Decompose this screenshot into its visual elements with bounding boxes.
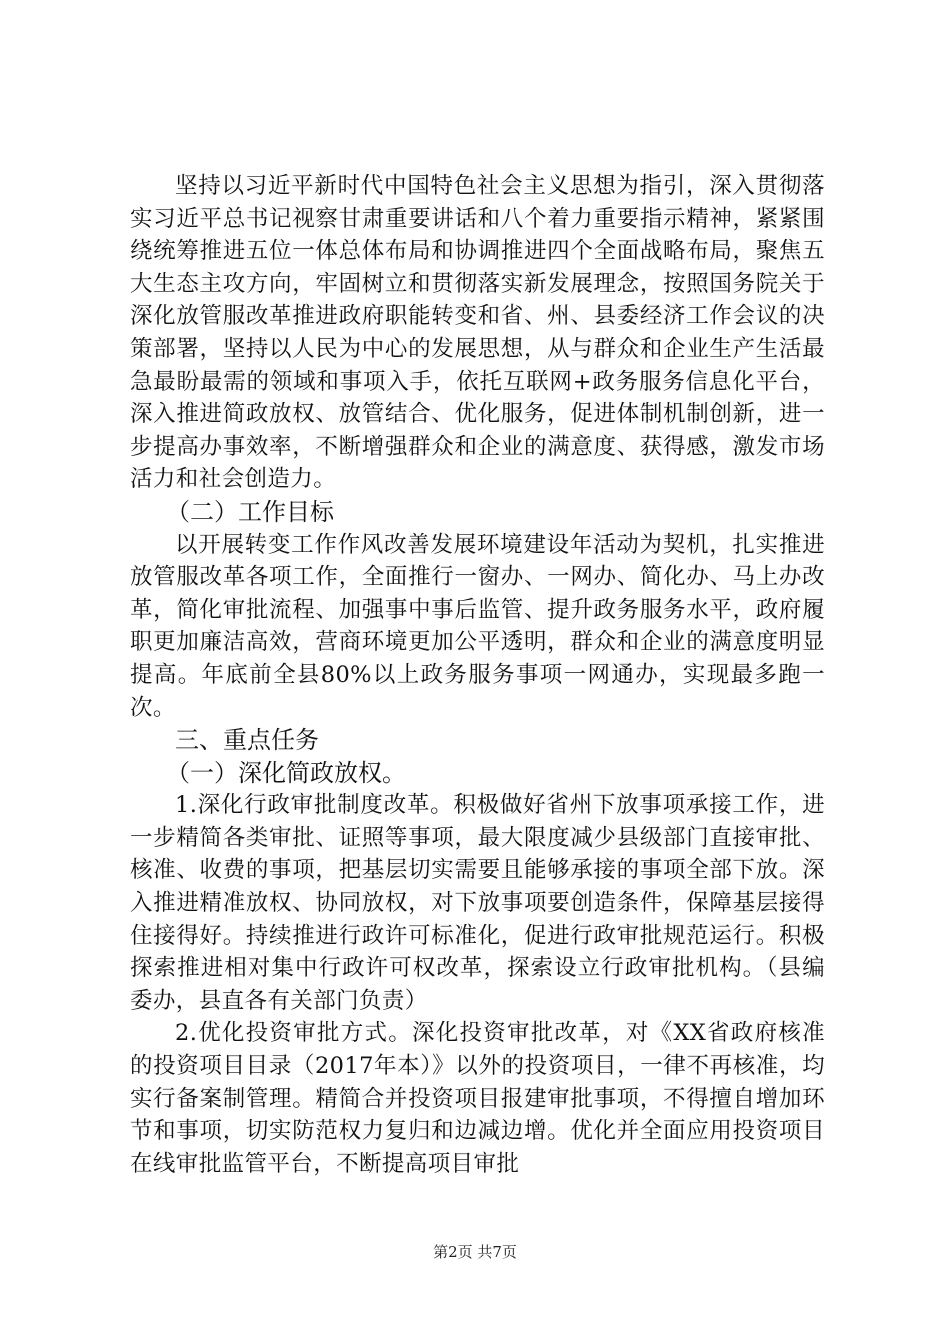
paragraph-investment-approval: 2.优化投资审批方式。深化投资审批改革，对《XX省政府核准的投资项目目录（2017年本）》以外的投资项目，一律不再核准，均实行备案制管理。精简合并投资项目报建审批事项，不得擅自增加环节和事项，切实防范权力复归和边减边增。优化并全面应用投资项目在线审批监管平台，不断提高项目审批 [130, 1020, 825, 1177]
heading-key-tasks: 三、重点任务 [175, 726, 319, 755]
heading-simplify-administration: （一）深化简政放权。 [166, 758, 406, 787]
paragraph-guiding-ideology: 坚持以习近平新时代中国特色社会主义思想为指引，深入贯彻落实习近平总书记视察甘肃重要讲话和八个着力重要指示精神，紧紧围绕统筹推进五位一体总体布局和协调推进四个全面战略布局，聚焦五大生态主攻方向，牢固树立和贯彻落实新发展理念，按照国务院关于深化放管服改革推进政府职能转变和省、州、县委经济工作会议的决策部署，坚持以人民为中心的发展思想，从与群众和企业生产生活最急最盼最需的领域和事项入手，依托互联网+政务服务信息化平台，深入推进简政放权、放管结合、优化服务，促进体制机制创新，进一步提高办事效率，不断增强群众和企业的满意度、获得感，激发市场活力和社会创造力。 [130, 173, 825, 493]
paragraph-work-goal: 以开展转变工作作风改善发展环境建设年活动为契机，扎实推进放管服改革各项工作，全面推行一窗办、一网办、简化办、马上办改革，简化审批流程、加强事中事后监管、提升政务服务水平，政府履职更加廉洁高效，营商环境更加公平透明，群众和企业的满意度明显提高。年底前全县80%以上政务服务事项一网通办，实现最多跑一次。 [130, 531, 825, 721]
document-body [130, 170, 825, 1180]
heading-work-goal: （二）工作目标 [166, 497, 334, 526]
paragraph-approval-reform: 1.深化行政审批制度改革。积极做好省州下放事项承接工作，进一步精简各类审批、证照等事项，最大限度减少县级部门直接审批、核准、收费的事项，把基层切实需要且能够承接的事项全部下放。深入推进精准放权、协同放权，对下放事项要创造条件，保障基层接得住接得好。持续推进行政许可标准化，促进行政审批规范运行。积极探索推进相对集中行政许可权改革，探索设立行政审批机构。（县编委办，县直各有关部门负责） [130, 792, 825, 1014]
page-number-footer: 第2页 共7页 [433, 1243, 517, 1261]
